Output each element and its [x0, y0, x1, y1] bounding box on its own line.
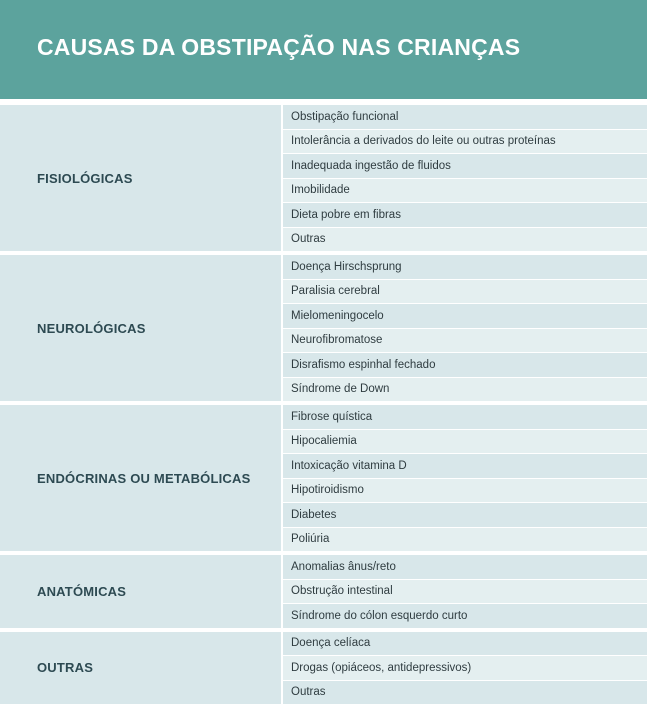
list-item: Paralisia cerebral — [283, 280, 647, 305]
item-list — [283, 632, 647, 705]
list-item: Obstipação funcional — [283, 105, 647, 130]
causes-table — [0, 105, 647, 708]
item-list — [283, 555, 647, 628]
group-neurologicas — [0, 255, 647, 405]
category-label: FISIOLÓGICAS — [0, 105, 283, 251]
list-item: Dieta pobre em fibras — [283, 203, 647, 228]
category-label: NEUROLÓGICAS — [0, 255, 283, 401]
list-item: Inadequada ingestão de fluidos — [283, 154, 647, 179]
group-outras — [0, 632, 647, 709]
group-fisiologicas — [0, 105, 647, 255]
category-label: ENDÓCRINAS OU METABÓLICAS — [0, 405, 283, 551]
list-item: Disrafismo espinhal fechado — [283, 353, 647, 378]
list-item: Outras — [283, 228, 647, 252]
category-label: ANATÓMICAS — [0, 555, 283, 628]
list-item: Poliúria — [283, 528, 647, 552]
page-title: CAUSAS DA OBSTIPAÇÃO NAS CRIANÇAS — [37, 34, 521, 60]
list-item: Anomalias ânus/reto — [283, 555, 647, 580]
list-item: Outras — [283, 681, 647, 705]
list-item: Doença celíaca — [283, 632, 647, 657]
list-item: Fibrose quística — [283, 405, 647, 430]
item-list — [283, 405, 647, 551]
list-item: Mielomeningocelo — [283, 304, 647, 329]
list-item: Neurofibromatose — [283, 329, 647, 354]
list-item: Síndrome de Down — [283, 378, 647, 402]
item-list — [283, 105, 647, 251]
list-item: Síndrome do cólon esquerdo curto — [283, 604, 647, 628]
group-anatomicas — [0, 555, 647, 632]
list-item: Hipotiroidismo — [283, 479, 647, 504]
list-item: Imobilidade — [283, 179, 647, 204]
group-endocrinas — [0, 405, 647, 555]
list-item: Doença Hirschsprung — [283, 255, 647, 280]
list-item: Diabetes — [283, 503, 647, 528]
list-item: Obstrução intestinal — [283, 580, 647, 605]
header-banner — [0, 0, 647, 102]
list-item: Hipocaliemia — [283, 430, 647, 455]
list-item: Intolerância a derivados do leite ou outras proteínas — [283, 130, 647, 155]
list-item: Intoxicação vitamina D — [283, 454, 647, 479]
item-list — [283, 255, 647, 401]
category-label: OUTRAS — [0, 632, 283, 705]
list-item: Drogas (opiáceos, antidepressivos) — [283, 656, 647, 681]
